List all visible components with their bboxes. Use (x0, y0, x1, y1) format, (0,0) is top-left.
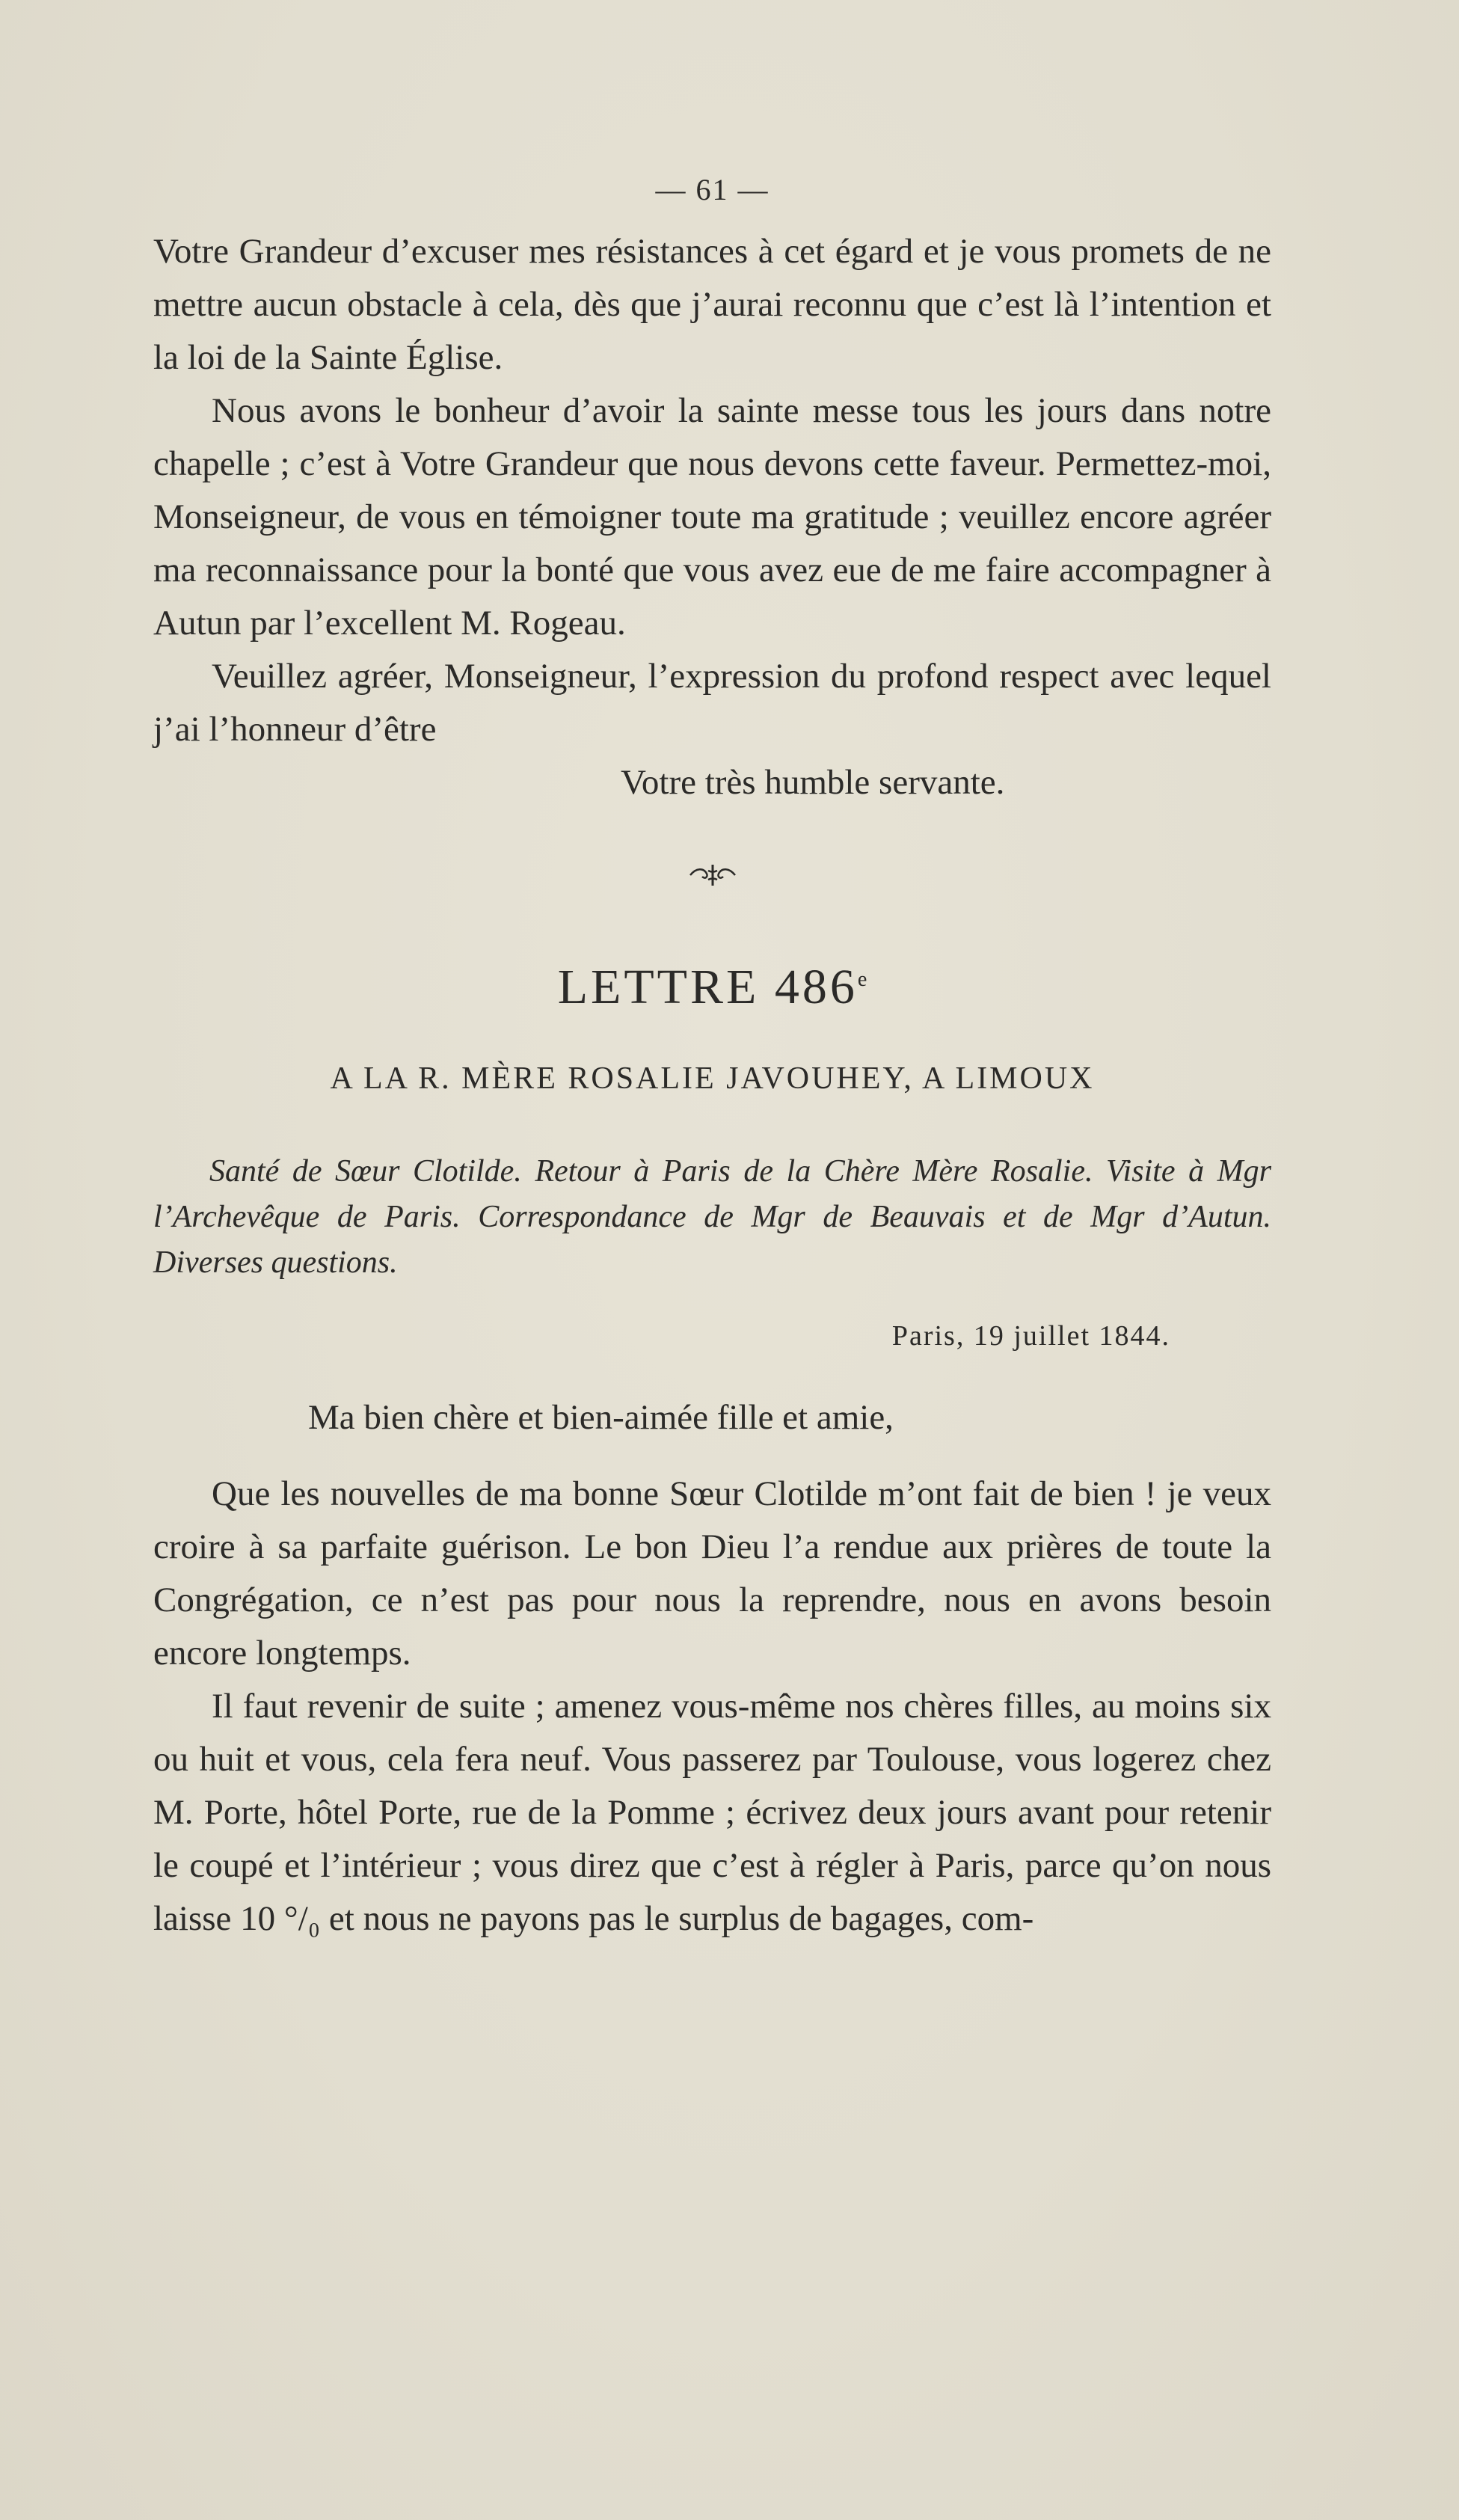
letter-recipient: A LA R. MÈRE ROSALIE JAVOUHEY, A LIMOUX (330, 1061, 1095, 1096)
fleuron-svg (683, 862, 743, 889)
continuation-paragraph-2: Nous avons le bonheur d’avoir la sainte messe tous les jours dans notre chapelle ; c’est à Votre Grandeur que nous devons cette faveur. Permettez-moi, Monseigneur, de vous en témoigner toute ma gratitude ; veuillez encore agréer ma reconnaissance pour la bonté que vous avez eue de me faire accompagner à Autun par l’excellent M. Rogeau. (153, 391, 1271, 643)
letter-body (153, 1468, 1271, 1946)
continuation-paragraph-1: Votre Grandeur d’excuser mes résistances à cet égard et je vous promets de ne mettre aucun obstacle à cela, dès que j’aurai reconnu que c’est là l’intention et la loi de la Sainte Église. (153, 232, 1271, 377)
page-content (153, 172, 1271, 1946)
letter-salutation: Ma bien chère et bien-aimée fille et amie, (308, 1398, 894, 1437)
continuation-paragraph-3: Veuillez agréer, Monseigneur, l’expression du profond respect avec lequel j’ai l’honneur d’être (153, 657, 1271, 749)
letter-title-text: LETTRE 486 (557, 960, 858, 1014)
letter-paragraph-1: Que les nouvelles de ma bonne Sœur Clotilde m’ont fait de bien ! je veux croire à sa parfaite guérison. Le bon Dieu l’a rendue aux prières de toute la Congrégation, ce n’est pas pour nous la reprendre, nous en avons besoin encore longtemps. (153, 1474, 1271, 1673)
page-number: — 61 — (655, 173, 770, 206)
letter-summary: Santé de Sœur Clotilde. Retour à Paris de la Chère Mère Rosalie. Visite à Mgr l’Archevêque de Paris. Correspondance de Mgr de Beauvais et de Mgr d’Autun. Diverses questions. (153, 1154, 1271, 1280)
closing-signature: Votre très humble servante. (621, 763, 1005, 802)
letter-dateline: Paris, 19 juillet 1844. (891, 1320, 1170, 1352)
fleuron-ornament-icon (153, 862, 1271, 892)
letter-title (153, 959, 1271, 1016)
letter-paragraph-2: Il faut revenir de suite ; amenez vous-même nos chères filles, au moins six ou huit et vous, cela fera neuf. Vous passerez par Toulouse, vous logerez chez M. Porte, hôtel Porte, rue de la Pomme ; écrivez deux jours avant pour retenir le coupé et l’intérieur ; vous direz que c’est à régler à Paris, parce qu’on nous laisse 10 °/₀ et nous ne payons pas le surplus de bagages, com- (153, 1687, 1271, 1938)
letter-title-suffix: e (857, 968, 867, 991)
